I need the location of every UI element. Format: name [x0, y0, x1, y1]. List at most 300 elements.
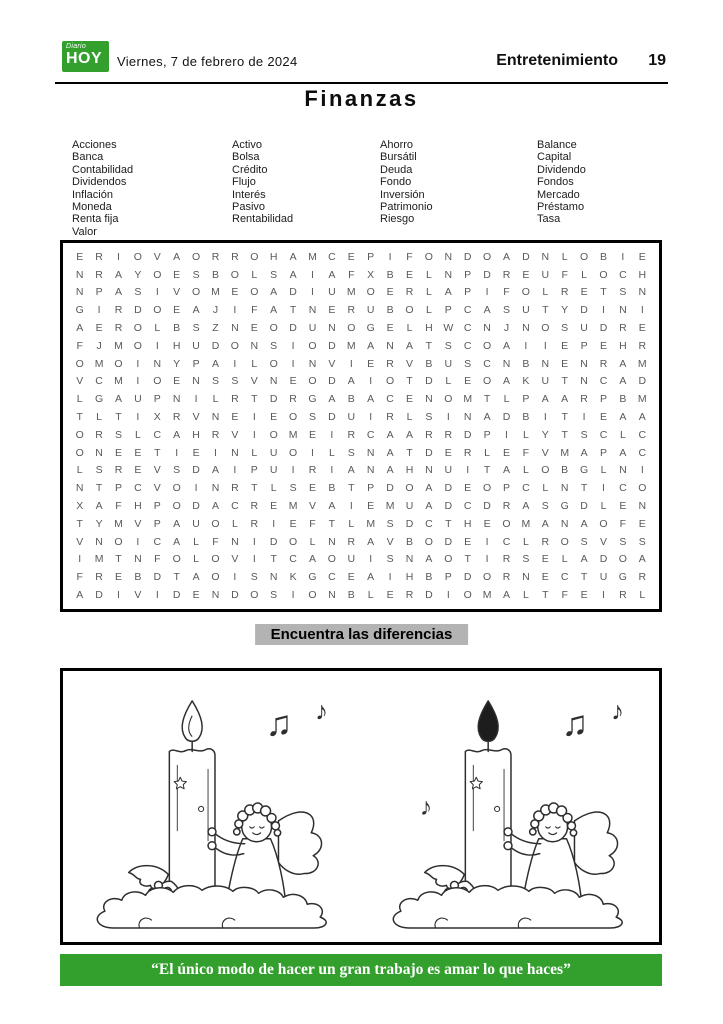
word-item: Capital [537, 151, 572, 164]
grid-cell: I [233, 571, 237, 584]
word-item: Ahorro [380, 139, 414, 151]
grid-cell: N [231, 322, 239, 335]
grid-cell: C [231, 500, 239, 513]
grid-cell: R [425, 428, 433, 441]
grid-cell: H [425, 322, 433, 335]
angel-candle-illustration-left [74, 682, 352, 932]
grid-cell: A [580, 517, 588, 530]
grid-cell: T [289, 304, 297, 317]
grid-cell: S [638, 535, 646, 548]
grid-cell: P [367, 482, 375, 495]
differences-heading: Encuentra las diferencias [255, 624, 469, 645]
grid-cell: D [405, 517, 414, 530]
grid-cell: P [444, 304, 452, 317]
date-text: Viernes, 7 de febrero de 2024 [117, 54, 298, 69]
grid-cell: C [638, 446, 647, 459]
grid-cell: L [96, 411, 103, 424]
grid-cell: P [367, 250, 375, 263]
grid-cell: P [153, 393, 161, 406]
grid-cell: E [386, 322, 394, 335]
grid-cell: E [347, 571, 355, 584]
grid-cell: D [153, 571, 162, 584]
grid-cell: D [599, 553, 608, 566]
grid-cell: L [406, 322, 413, 335]
grid-cell: E [502, 446, 510, 459]
grid-cell: I [602, 304, 605, 317]
grid-cell: S [502, 304, 510, 317]
grid-cell: O [250, 286, 259, 299]
grid-cell: O [172, 500, 181, 513]
grid-cell: F [212, 535, 219, 548]
grid-cell: P [95, 286, 103, 299]
grid-cell: O [75, 428, 84, 441]
grid-cell: R [114, 464, 123, 477]
grid-cell: C [366, 428, 375, 441]
grid-cell: G [560, 500, 569, 513]
grid-cell: I [291, 357, 295, 370]
grid-cell: M [346, 286, 356, 299]
grid-cell: N [95, 446, 103, 459]
grid-cell: D [463, 571, 472, 584]
grid-cell: T [348, 482, 355, 495]
grid-cell: T [154, 446, 161, 459]
grid-cell: D [211, 339, 220, 352]
grid-cell: T [464, 553, 471, 566]
grid-cell: E [231, 286, 239, 299]
grid-cell: O [405, 304, 414, 317]
grid-cell: D [483, 268, 491, 281]
grid-cell: D [192, 464, 200, 477]
grid-cell: R [172, 411, 181, 424]
grid-cell: K [289, 571, 297, 584]
word-item: Deuda [380, 163, 413, 176]
grid-cell: B [425, 571, 433, 584]
grid-row [70, 497, 652, 515]
grid-row [70, 373, 652, 391]
grid-cell: I [117, 250, 120, 263]
word-item: Contabilidad [72, 163, 134, 176]
grid-cell: O [444, 553, 453, 566]
grid-cell: R [638, 339, 647, 352]
grid-cell: R [386, 411, 394, 424]
grid-cell: B [211, 268, 219, 281]
grid-cell: O [250, 589, 259, 602]
grid-cell: T [561, 411, 568, 424]
grid-cell: C [502, 535, 511, 548]
page-number: 19 [648, 52, 666, 69]
grid-cell: I [369, 411, 373, 424]
grid-row [70, 479, 652, 497]
grid-cell: A [192, 304, 200, 317]
grid-cell: P [502, 482, 510, 495]
grid-cell: H [619, 339, 627, 352]
grid-cell: E [638, 517, 646, 530]
grid-cell: V [250, 375, 258, 388]
grid-cell: D [269, 393, 278, 406]
grid-cell: O [541, 322, 550, 335]
grid-cell: A [444, 286, 452, 299]
grid-cell: E [561, 357, 569, 370]
grid-cell: C [289, 553, 297, 566]
grid-cell: E [522, 268, 530, 281]
grid-cell: O [424, 535, 433, 548]
grid-cell: S [95, 464, 103, 477]
grid-cell: S [308, 411, 316, 424]
grid-cell: C [153, 428, 162, 441]
grid-cell: P [464, 268, 472, 281]
grid-cell: A [211, 464, 219, 477]
grid-cell: E [367, 500, 375, 513]
grid-cell: I [349, 357, 353, 370]
grid-cell: H [463, 517, 472, 530]
grid-cell: I [543, 339, 547, 352]
grid-cell: E [270, 411, 278, 424]
word-item: Moneda [72, 201, 112, 214]
grid-cell: N [308, 357, 317, 370]
grid-cell: P [153, 500, 161, 513]
grid-cell: C [463, 500, 472, 513]
grid-cell: C [328, 250, 336, 263]
grid-cell: I [155, 286, 159, 299]
word-item: Renta fija [72, 213, 119, 226]
grid-cell: I [524, 339, 528, 352]
grid-cell: N [580, 375, 588, 388]
grid-cell: P [464, 286, 472, 299]
grid-cell: I [311, 268, 314, 281]
grid-cell: U [599, 571, 608, 584]
grid-cell: I [485, 535, 489, 548]
grid-cell: N [211, 411, 220, 424]
grid-cell: A [270, 304, 278, 317]
grid-cell: M [637, 357, 647, 370]
grid-cell: C [328, 571, 336, 584]
grid-cell: A [173, 428, 181, 441]
grid-cell: V [328, 357, 336, 370]
grid-cell: V [134, 589, 142, 602]
grid-cell: I [136, 535, 140, 548]
grid-cell: X [153, 411, 161, 424]
grid-cell: D [328, 375, 336, 388]
grid-cell: C [619, 482, 627, 495]
grid-cell: I [369, 375, 373, 388]
word-item: Inversión [380, 188, 425, 201]
grid-cell: S [541, 500, 549, 513]
grid-cell: D [522, 250, 530, 263]
grid-cell: N [522, 571, 530, 584]
grid-cell: I [349, 500, 353, 513]
grid-cell: I [233, 304, 237, 317]
grid-cell: D [95, 589, 103, 602]
grid-cell: N [211, 482, 220, 495]
grid-cell: O [308, 589, 317, 602]
grid-cell: E [386, 589, 394, 602]
grid-cell: R [638, 571, 647, 584]
word-item: Valor [72, 225, 97, 238]
grid-cell: N [522, 322, 530, 335]
grid-cell: O [192, 250, 201, 263]
word-column [72, 139, 232, 238]
grid-cell: A [367, 393, 375, 406]
grid-cell: E [541, 553, 549, 566]
grid-cell: U [347, 411, 356, 424]
grid-cell: U [580, 322, 588, 335]
grid-cell: I [252, 428, 256, 441]
grid-cell: S [464, 357, 472, 370]
grid-cell: E [464, 375, 472, 388]
grid-cell: D [580, 500, 588, 513]
grid-cell: B [347, 393, 355, 406]
grid-row [70, 266, 652, 284]
grid-cell: L [348, 517, 355, 530]
grid-cell: U [541, 268, 550, 281]
grid-cell: S [231, 375, 239, 388]
grid-cell: L [522, 589, 529, 602]
grid-cell: Y [134, 268, 142, 281]
grid-cell: A [502, 464, 510, 477]
grid-cell: N [425, 393, 433, 406]
grid-cell: D [425, 446, 433, 459]
grid-cell: F [522, 446, 530, 459]
grid-cell: N [541, 250, 550, 263]
grid-cell: C [483, 357, 491, 370]
grid-cell: R [502, 268, 511, 281]
grid-cell: L [425, 268, 432, 281]
grid-cell: I [155, 589, 159, 602]
grid-cell: I [311, 446, 314, 459]
grid-cell: R [231, 393, 239, 406]
grid-cell: S [270, 589, 278, 602]
grid-cell: A [619, 446, 627, 459]
grid-cell: D [328, 411, 336, 424]
grid-cell: U [541, 375, 550, 388]
grid-cell: L [406, 411, 413, 424]
grid-cell: U [522, 304, 530, 317]
grid-cell: L [251, 357, 258, 370]
grid-cell: N [153, 357, 162, 370]
grid-cell: R [211, 250, 220, 263]
grid-cell: I [291, 589, 295, 602]
grid-cell: O [153, 375, 162, 388]
grid-cell: I [136, 411, 140, 424]
grid-cell: P [483, 428, 491, 441]
grid-cell: T [445, 517, 452, 530]
grid-cell: R [619, 322, 627, 335]
grid-cell: C [463, 339, 472, 352]
grid-cell: E [638, 322, 646, 335]
grid-cell: T [270, 553, 277, 566]
grid-cell: N [250, 339, 259, 352]
grid-cell: M [114, 517, 123, 530]
grid-cell: O [618, 553, 627, 566]
grid-cell: A [561, 393, 569, 406]
grid-cell: V [405, 357, 413, 370]
grid-cell: B [425, 357, 433, 370]
grid-cell: R [95, 268, 103, 281]
grid-cell: M [637, 393, 647, 406]
grid-cell: E [114, 446, 122, 459]
grid-cell: T [580, 482, 588, 495]
angel-candle-illustration-right [370, 682, 648, 932]
grid-cell: I [194, 482, 198, 495]
grid-cell: O [133, 250, 142, 263]
grid-cell: F [251, 304, 258, 317]
grid-cell: M [114, 339, 123, 352]
grid-cell: T [600, 286, 607, 299]
grid-cell: I [640, 464, 644, 477]
grid-cell: O [153, 304, 162, 317]
grid-cell: S [580, 428, 588, 441]
grid-cell: N [425, 464, 433, 477]
grid-cell: N [75, 482, 84, 495]
grid-cell: D [444, 500, 453, 513]
grid-cell: A [483, 411, 491, 424]
grid-cell: M [482, 589, 492, 602]
grid-cell: L [328, 446, 335, 459]
grid-cell: R [95, 571, 103, 584]
grid-cell: V [76, 375, 84, 388]
grid-cell: N [366, 464, 375, 477]
grid-cell: U [269, 464, 278, 477]
grid-cell: E [444, 446, 452, 459]
grid-cell: M [560, 446, 570, 459]
grid-cell: H [405, 464, 414, 477]
grid-cell: U [444, 357, 453, 370]
grid-row [70, 426, 652, 444]
grid-cell: Y [541, 428, 549, 441]
grid-cell: P [153, 517, 161, 530]
grid-cell: T [580, 571, 588, 584]
grid-cell: E [192, 446, 200, 459]
grid-cell: R [347, 428, 356, 441]
grid-cell: R [95, 428, 103, 441]
grid-cell: Z [212, 322, 219, 335]
grid-cell: R [114, 304, 123, 317]
grid-row [70, 301, 652, 319]
grid-cell: N [269, 571, 278, 584]
grid-cell: S [270, 268, 278, 281]
grid-cell: O [269, 428, 278, 441]
grid-cell: T [115, 411, 122, 424]
word-column [380, 139, 537, 238]
grid-cell: F [115, 500, 122, 513]
grid-cell: R [231, 250, 239, 263]
grid-cell: I [602, 482, 605, 495]
grid-cell: A [173, 517, 181, 530]
grid-cell: S [134, 286, 142, 299]
grid-cell: I [602, 589, 605, 602]
grid-cell: M [288, 428, 298, 441]
word-item: Rentabilidad [232, 213, 294, 226]
word-list [72, 139, 668, 238]
word-item: Mercado [537, 188, 580, 201]
word-item: Dividendo [537, 163, 586, 176]
grid-cell: N [328, 322, 336, 335]
grid-cell: N [638, 500, 647, 513]
grid-cell: S [580, 535, 588, 548]
grid-cell: R [114, 322, 123, 335]
grid-cell: A [347, 375, 355, 388]
grid-cell: L [503, 393, 510, 406]
grid-cell: R [95, 250, 103, 263]
grid-cell: A [76, 589, 84, 602]
grid-cell: O [211, 571, 220, 584]
differences-box [60, 668, 662, 945]
grid-cell: T [115, 553, 122, 566]
grid-cell: R [231, 482, 239, 495]
grid-cell: I [505, 428, 508, 441]
grid-cell: R [386, 357, 394, 370]
grid-cell: O [133, 339, 142, 352]
grid-cell: O [308, 375, 317, 388]
grid-cell: A [541, 393, 549, 406]
grid-cell: M [463, 393, 473, 406]
grid-cell: E [231, 411, 239, 424]
grid-cell: O [250, 250, 259, 263]
grid-cell: H [269, 250, 278, 263]
grid-cell: F [561, 268, 568, 281]
grid-cell: O [580, 250, 589, 263]
grid-cell: A [386, 464, 394, 477]
grid-cell: M [211, 286, 220, 299]
word-item: Bolsa [232, 151, 260, 164]
puzzle-title: Finanzas [304, 86, 419, 111]
grid-cell: G [366, 322, 375, 335]
grid-cell: O [405, 482, 414, 495]
grid-cell: O [289, 535, 298, 548]
grid-cell: A [328, 393, 336, 406]
word-item: Dividendos [72, 176, 127, 189]
grid-cell: U [405, 500, 414, 513]
grid-cell: O [289, 411, 298, 424]
grid-cell: V [153, 482, 161, 495]
word-item: Riesgo [380, 213, 415, 226]
grid-cell: M [385, 500, 395, 513]
grid-cell: E [580, 589, 588, 602]
grid-cell: I [582, 411, 586, 424]
grid-cell: E [134, 464, 142, 477]
grid-cell: L [367, 589, 374, 602]
grid-cell: A [522, 500, 530, 513]
grid-cell: O [230, 339, 239, 352]
grid-cell: A [114, 393, 122, 406]
grid-cell: E [561, 339, 569, 352]
grid-cell: B [599, 250, 607, 263]
grid-cell: E [347, 250, 355, 263]
grid-cell: E [386, 286, 394, 299]
grid-cell: O [386, 375, 395, 388]
grid-cell: O [211, 517, 220, 530]
grid-cell: D [269, 535, 278, 548]
grid-cell: A [114, 286, 122, 299]
grid-cell: D [172, 589, 181, 602]
grid-cell: N [308, 304, 317, 317]
grid-cell: R [599, 357, 608, 370]
grid-cell: A [425, 553, 433, 566]
grid-cell: J [212, 304, 219, 317]
grid-cell: T [425, 339, 433, 352]
grid-cell: N [386, 339, 394, 352]
grid-cell: S [114, 428, 122, 441]
grid-cell: O [269, 322, 278, 335]
grid-cell: U [444, 464, 453, 477]
grid-row [70, 586, 652, 604]
grid-cell: M [346, 339, 356, 352]
grid-cell: S [444, 339, 452, 352]
grid-cell: E [76, 250, 84, 263]
grid-cell: B [173, 322, 181, 335]
grid-cell: E [173, 268, 181, 281]
grid-cell: P [580, 339, 588, 352]
